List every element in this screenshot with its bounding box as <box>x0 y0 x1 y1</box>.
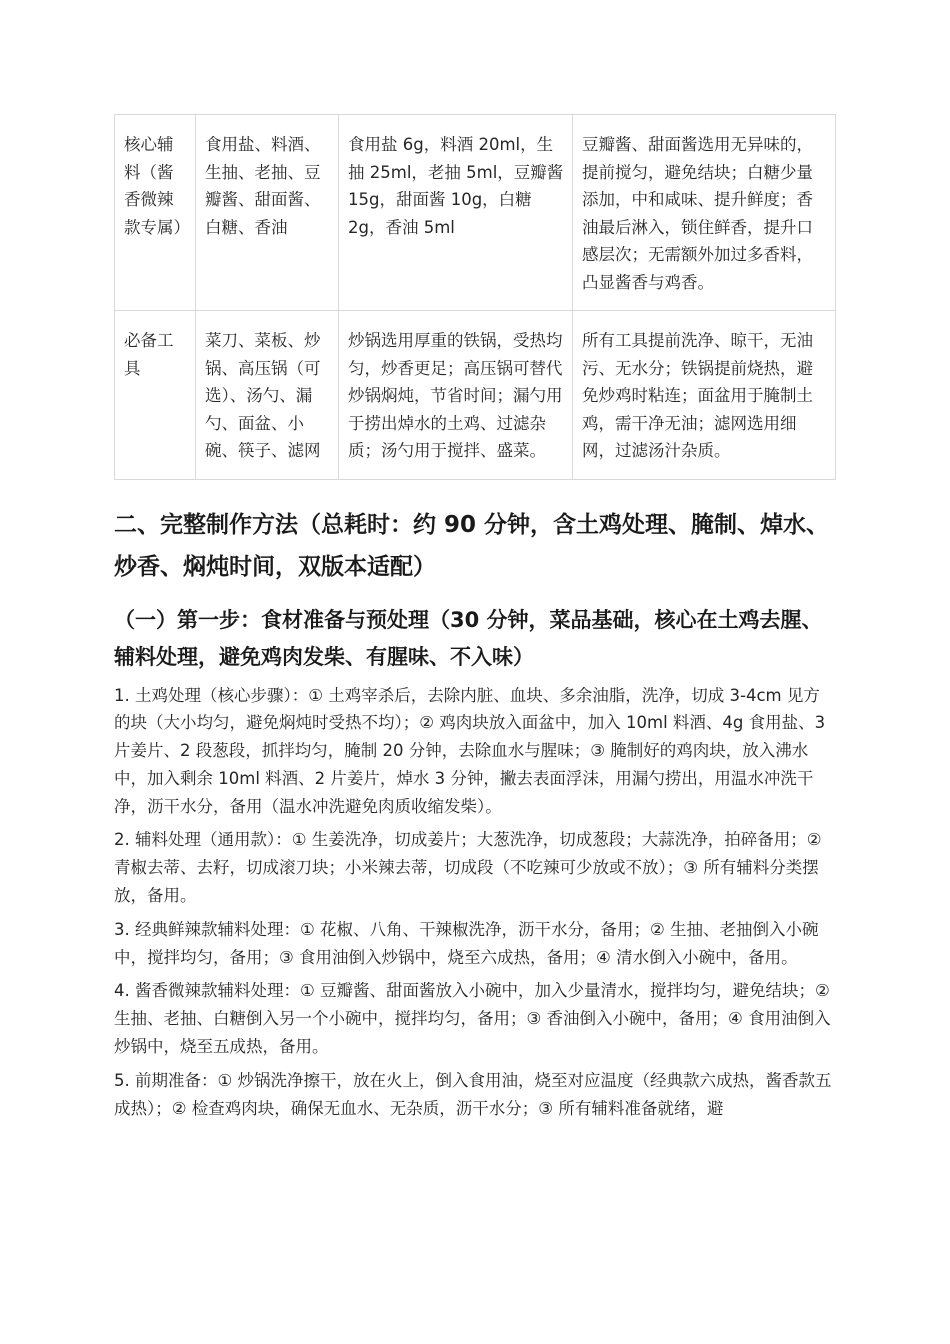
subsection-heading: （一）第一步：食材准备与预处理（30 分钟，菜品基础，核心在土鸡去腥、辅料处理，避免鸡肉发柴、有腥味、不入味） <box>114 607 823 669</box>
step-paragraph: 5. 前期准备：① 炒锅洗净擦干，放在火上，倒入食用油，烧至对应温度（经典款六成热，酱香款五成热）；② 检查鸡肉块，确保无血水、无杂质，沥干水分；③ 所有辅料准备就绪，避 <box>114 1070 832 1118</box>
step-paragraph: 2. 辅料处理（通用款）：① 生姜洗净，切成姜片；大葱洗净，切成葱段；大蒜洗净，拍碎备用；② 青椒去蒂、去籽，切成滚刀块；小米辣去蒂，切成段（不吃辣可少放或不放）；③ 所有辅料分类摆放，备用。 <box>114 830 822 906</box>
table-cell-items: 食用盐、料酒、生抽、老抽、豆瓣酱、甜面酱、白糖、香油 <box>196 115 339 311</box>
table-cell-amount: 炒锅选用厚重的铁锅，受热均匀，炒香更足；高压锅可替代炒锅焖炖，节省时间；漏勺用于捞出焯水的土鸡、过滤杂质；汤勺用于搅拌、盛菜。 <box>339 311 573 480</box>
table-row <box>115 115 836 311</box>
step-paragraph: 1. 土鸡处理（核心步骤）：① 土鸡宰杀后，去除内脏、血块、多余油脂，洗净，切成 3-4cm 见方的块（大小均匀，避免焖炖时受热不均）；② 鸡肉块放入面盆中，加入 10ml 料酒、4g 食用盐、3 片姜片、2 段葱段，抓拌均匀，腌制 20 分钟，去除血水与腥味；③ 腌制好的鸡肉块，放入沸水中，加入剩余 10ml 料酒、2 片姜片，焯水 3 分钟，撇去表面浮沫，用漏勺捞出，用温水冲洗干净，沥干水分，备用（温水冲洗避免肉质收缩发柴）。 <box>114 685 826 816</box>
section-heading: 二、完整制作方法（总耗时：约 90 分钟，含土鸡处理、腌制、焯水、炒香、焖炖时间，双版本适配） <box>114 511 830 580</box>
table-cell-name: 核心辅料（酱香微辣款专属） <box>115 115 196 311</box>
ingredients-table <box>114 114 836 480</box>
step-paragraph: 4. 酱香微辣款辅料处理：① 豆瓣酱、甜面酱放入小碗中，加入少量清水，搅拌均匀，避免结块；② 生抽、老抽、白糖倒入另一个小碗中，搅拌均匀，备用；③ 香油倒入小碗中，备用；④ 食用油倒入炒锅中，烧至五成热，备用。 <box>114 981 831 1057</box>
table-row <box>115 311 836 480</box>
step-paragraph: 3. 经典鲜辣款辅料处理：① 花椒、八角、干辣椒洗净，沥干水分，备用；② 生抽、老抽倒入小碗中，搅拌均匀，备用；③ 食用油倒入炒锅中，烧至六成热，备用；④ 清水倒入小碗中，备用。 <box>114 919 819 967</box>
table-cell-items: 菜刀、菜板、炒锅、高压锅（可选）、汤勺、漏勺、面盆、小碗、筷子、滤网 <box>196 311 339 480</box>
table-cell-note: 豆瓣酱、甜面酱选用无异味的，提前搅匀，避免结块；白糖少量添加，中和咸味、提升鲜度；香油最后淋入，锁住鲜香，提升口感层次；无需额外加过多香料，凸显酱香与鸡香。 <box>573 115 836 311</box>
document-page <box>114 114 835 1128</box>
table-cell-name: 必备工具 <box>115 311 196 480</box>
table-cell-amount: 食用盐 6g，料酒 20ml，生抽 25ml，老抽 5ml，豆瓣酱 15g，甜面酱 10g，白糖 2g，香油 5ml <box>339 115 573 311</box>
table-cell-note: 所有工具提前洗净、晾干，无油污、无水分；铁锅提前烧热，避免炒鸡时粘连；面盆用于腌制土鸡，需干净无油；滤网选用细网，过滤汤汁杂质。 <box>573 311 836 480</box>
